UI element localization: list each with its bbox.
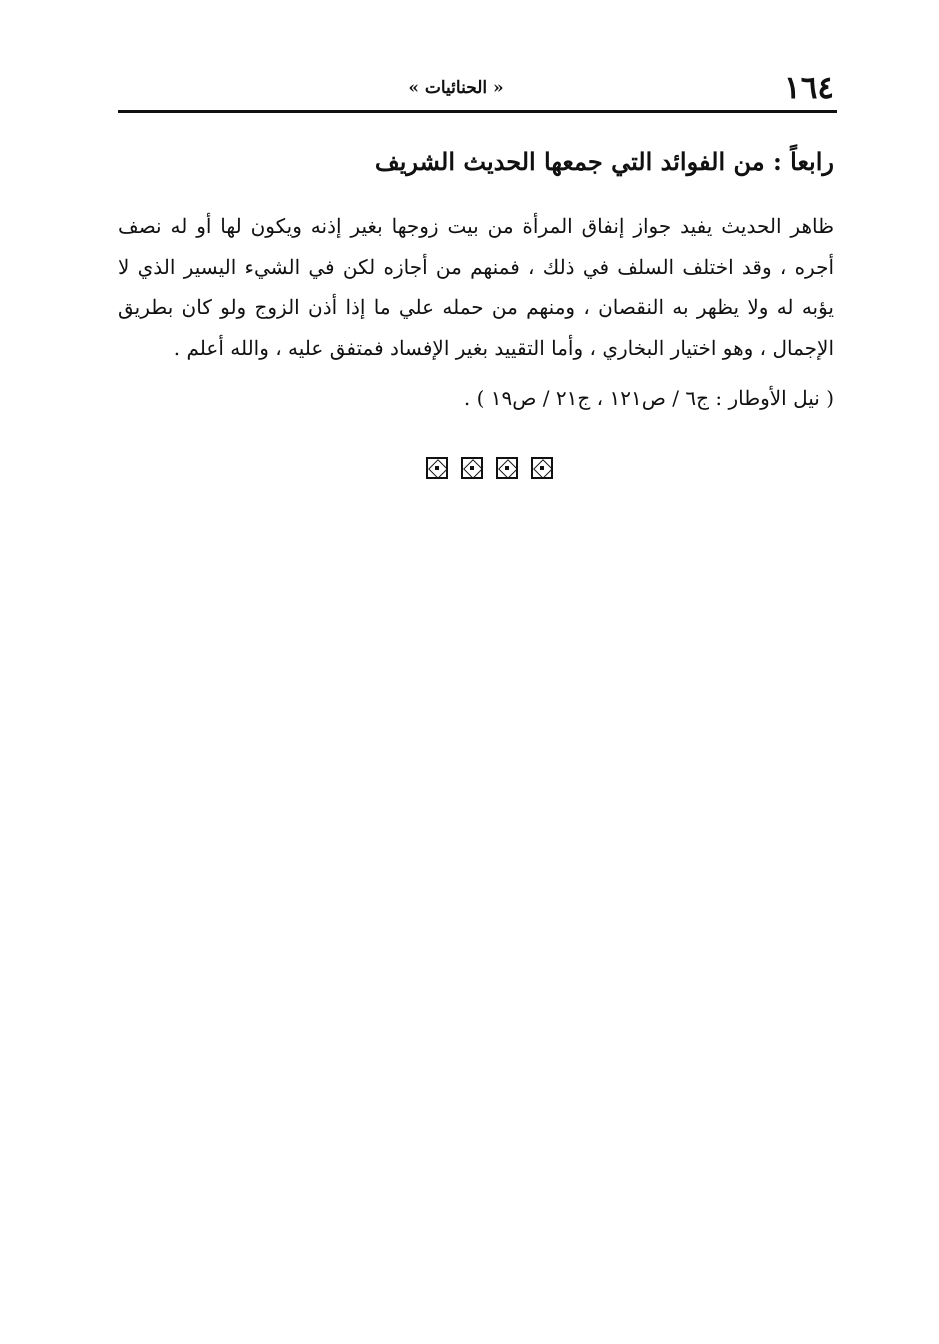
body-paragraph xyxy=(118,206,834,368)
section-divider-ornaments xyxy=(0,457,939,479)
citation: ( نيل الأوطار : ج٦ / ص١٢١ ، ج٢١ / ص١٩ ) . xyxy=(463,386,834,410)
page-number: ١٦٤ xyxy=(784,70,834,106)
main-content xyxy=(118,140,834,418)
body-line: ظاهر الحديث يفيد جواز إنفاق المرأة من بيت زوجها بغير إذنه ويكون لها أو له نصف xyxy=(118,214,834,238)
section-heading: رابعاً : من الفوائد التي جمعها الحديث الشريف xyxy=(374,147,834,176)
header-rule xyxy=(118,110,837,113)
page-header xyxy=(118,66,834,112)
ornament-icon xyxy=(426,457,448,479)
running-title: « الحنائيات » xyxy=(408,78,504,98)
ornament-icon xyxy=(496,457,518,479)
ornament-icon xyxy=(531,457,553,479)
body-line: يؤبه له ولا يظهر به النقصان ، ومنهم من حمله علي ما إذا أذن الزوج ولو كان بطريق xyxy=(118,295,834,319)
body-line: أجره ، وقد اختلف السلف في ذلك ، فمنهم من أجازه لكن في الشيء اليسير الذي لا xyxy=(118,254,834,279)
ornament-icon xyxy=(461,457,483,479)
body-line: الإجمال ، وهو اختيار البخاري ، وأما التقييد بغير الإفساد فمتفق عليه ، والله أعلم . xyxy=(173,335,834,360)
